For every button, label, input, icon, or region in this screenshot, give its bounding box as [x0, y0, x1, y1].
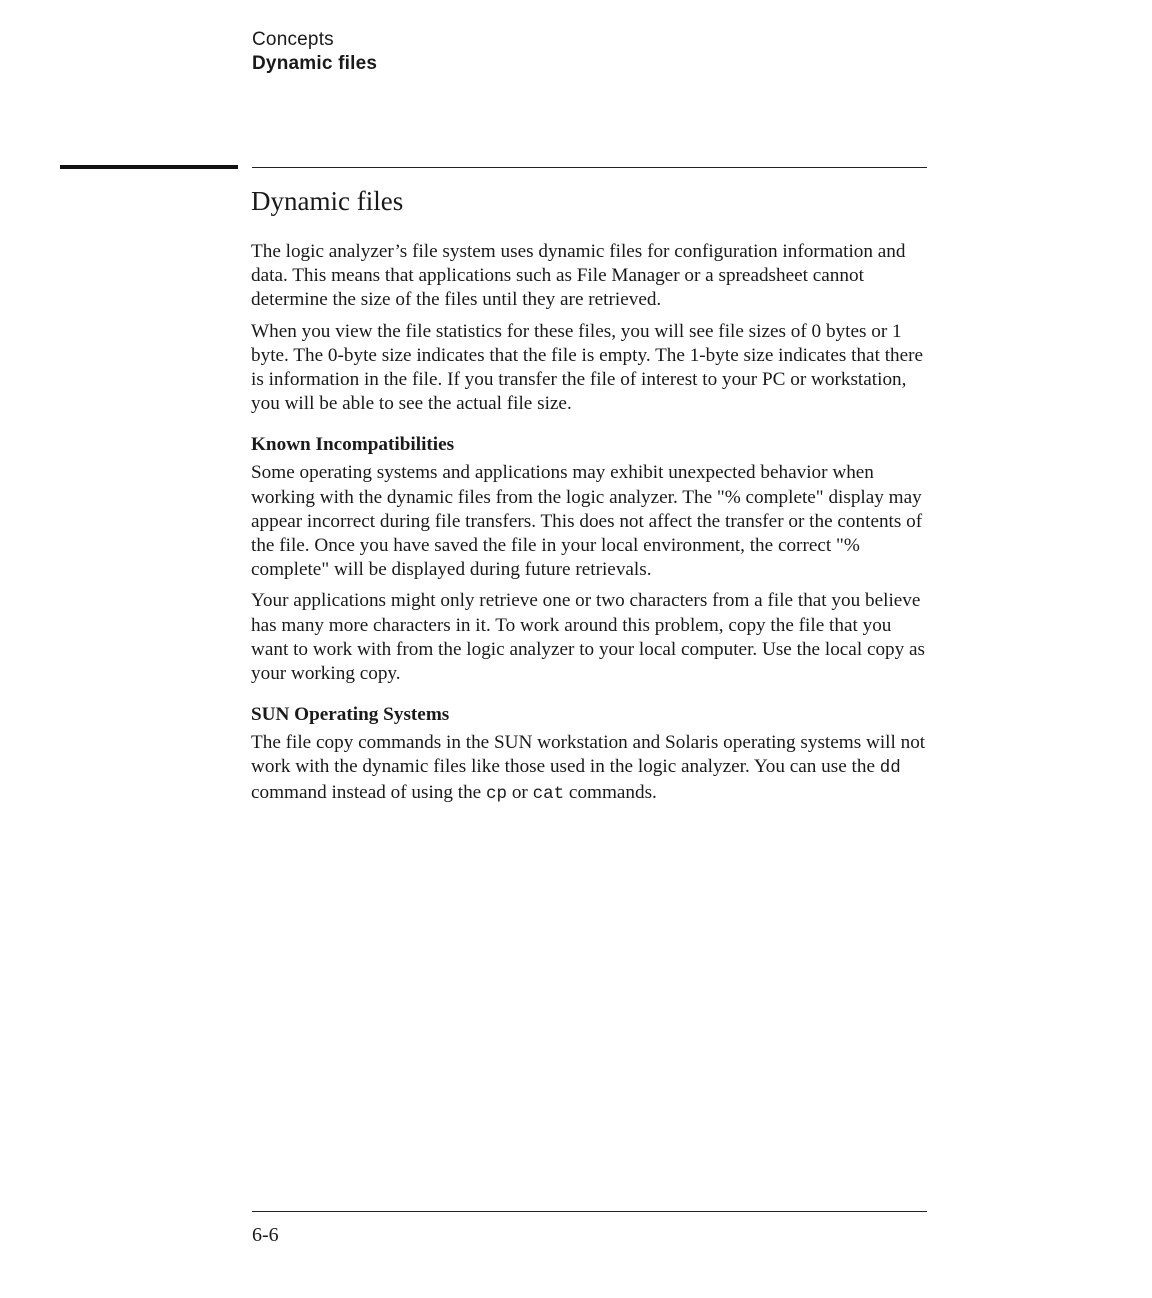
page-number: 6-6	[252, 1224, 279, 1246]
known-incompatibilities-heading: Known Incompatibilities	[251, 434, 455, 456]
footer-rule	[252, 1211, 927, 1212]
known-incompatibilities-paragraph-2: Your applications might only retrieve one or two characters from a file that you believe has many more characters in it. To work around this problem, copy the file that you want to work with from the logic analyzer to your local computer. Use the local copy as your working copy.	[251, 590, 926, 685]
sun-text-or: or	[507, 781, 533, 803]
running-head-subsection: Dynamic files	[252, 53, 378, 74]
intro-paragraph-1: The logic analyzer’s file system uses dynamic files for configuration information and data. This means that applications such as File Manager or a spreadsheet cannot determine the size of the files until they are retrieved.	[251, 241, 906, 311]
page-content	[251, 184, 927, 813]
cat-command: cat	[532, 783, 565, 804]
sun-text-end: commands.	[564, 781, 657, 803]
cp-command: cp	[486, 783, 508, 804]
sun-text-after-dd: command instead of using the	[251, 781, 487, 803]
sun-operating-systems-paragraph	[251, 731, 927, 806]
running-head-section: Concepts	[252, 29, 334, 50]
page-title: Dynamic files	[251, 186, 404, 216]
section-rule-thick	[60, 165, 238, 169]
section-rule-thin	[252, 167, 927, 168]
running-head	[252, 28, 377, 76]
sun-text-before-dd: The file copy commands in the SUN workstation and Solaris operating systems will not work with the dynamic files like those used in the logic analyzer. You can use the	[251, 732, 926, 778]
intro-paragraph-2: When you view the file statistics for these files, you will see file sizes of 0 bytes or 1 byte. The 0-byte size indicates that the file is empty. The 1-byte size indicates that there is information in the file. If you transfer the file of interest to your PC or workstation, you will be able to see the actual file size.	[251, 320, 924, 415]
sun-operating-systems-heading: SUN Operating Systems	[251, 704, 450, 726]
known-incompatibilities-paragraph-1: Some operating systems and applications may exhibit unexpected behavior when working with the dynamic files from the logic analyzer. The "% complete" display may appear incorrect during file transfers. This does not affect the transfer or the contents of the file. Once you have saved the file in your local environment, the correct "% complete" will be displayed during future retrievals.	[251, 462, 923, 581]
dd-command: dd	[879, 758, 901, 779]
